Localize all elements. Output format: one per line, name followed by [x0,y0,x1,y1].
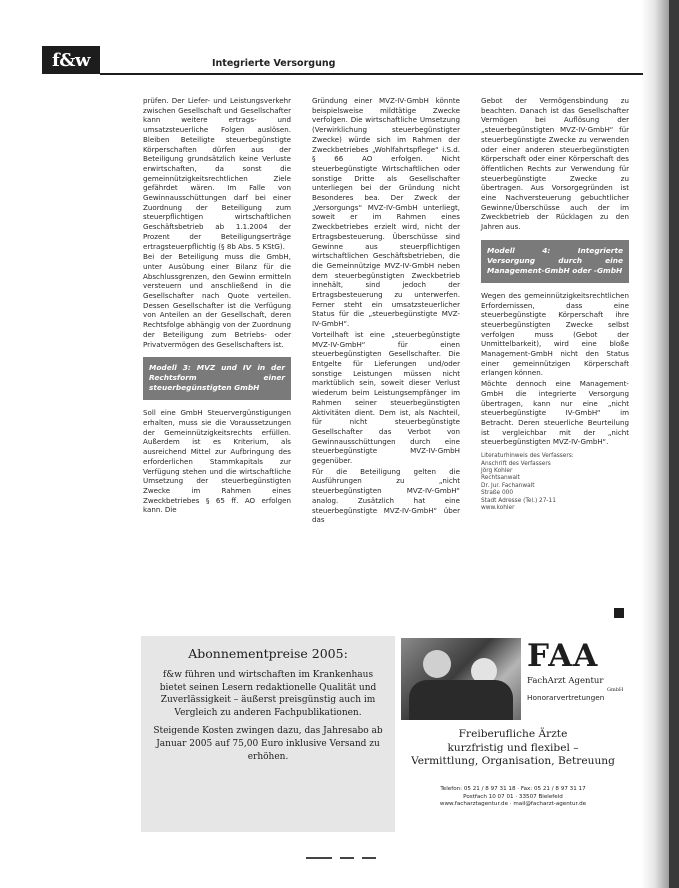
imprint-line: Dr. Jur. Fachanwalt [481,482,535,489]
imprint-line: Rechtsanwalt [481,475,520,482]
faa-contact-line: www.facharztagentur.de · mail@facharzt-agentur.de [439,801,587,808]
subscription-ad-body: f&w führen und wirtschaften im Krankenhaus bietet seinen Lesern redaktionelle Qualität und Zuverlässigkeit – äußerst preisgünstig auch im Vergleich zu anderen Fachpublikationen. [159,670,377,718]
subheading-box-model-3: Modell 3: MVZ und IV in der Rechtsform einer steuerbegünstigten GmbH [143,357,291,400]
subscription-ad-price: Steigende Kosten zwingen dazu, das Jahresabo ab Januar 2005 auf 75,00 Euro inklusive Versand zu erhöhen. [153,726,383,762]
article-end-mark [614,608,624,618]
person-shape [423,650,451,678]
section-title: Integrierte Versorgung [212,58,336,69]
crop-mark [362,857,376,859]
crop-mark [306,857,332,859]
magazine-logo: f&w [42,46,100,74]
header-rule [100,73,643,75]
faa-legal-form: GmbH [607,687,624,693]
subscription-ad-title: Abonnementpreise 2005: [188,646,348,661]
article-column-3 [481,96,629,512]
faa-headline-line: Vermittlung, Organisation, Betreuung [411,755,615,768]
doctors-photo [401,638,521,720]
faa-contact [397,786,629,809]
faa-headline-line: kurzfristig und flexibel – [447,741,579,754]
imprint-line: www.kohler [481,504,515,511]
imprint-line: Literaturhinweis des Verfassers: [481,453,574,460]
faa-tagline: Honorarvertretungen [527,693,605,702]
paragraph: Vorteilhaft ist eine „steuerbegünstigte MVZ-IV-GmbH“ für einen steuerbegünstigten Gesellschafter. Die Entgelte für Lieferungen und/oder sonstige Leistungen müssen nicht marktüblich sein, soweit dieser Verlust wiederum beim Leistungsempfänger im Rahmen seiner steuerbegünstigten Aktivitäten dient. Dem ist, als Nachteil, für nicht steuerbegünstigte Gesellschafter das Verbot von Gewinnausschüttungen durch eine steuerbegünstigte MVZ-IV-GmbH gegenüber. [312,329,460,466]
paragraph: Möchte dennoch eine Management-GmbH die integrierte Versorgung übertragen, kann nur eine „nicht steuerbegünstigte IV-GmbH“ im Betracht. Deren steuerliche Beurteilung ist vergleichbar mit der „nicht steuerbegünstigten MVZ-IV-GmbH“. [481,379,629,447]
paragraph: prüfen. Der Liefer- und Leistungsverkehr zwischen Gesellschaft und Gesellschafter kann weitere ertrags- und umsatzsteuerliche Folgen auslösen. Bleiben Beteiligte steuerbegünstigte Körperschaften dürfen aus der Beteiligung grundsätzlich keine Verluste erwirtschaften, da sonst die gemeinnützigkeitsrechtlichen Ziele gefährdet wären. Im Falle von Gewinnausschüttungen darf bei einer Zuordnung der Beteiligung zum steuerpflichtigen wirtschaftlichen Geschäftsbetrieb ab 1.1.2004 der Prozent der Beteiligungserträge ertragsteuerpflichtig (§ 8b Abs. 5 KStG). [143,96,291,251]
imprint-line: Anschrift des Verfassers [481,460,551,467]
scan-edge-dark [669,0,679,888]
faa-logo: FAA [527,638,599,674]
paragraph: Soll eine GmbH Steuervergünstigungen erhalten, muss sie die Voraussetzungen der Gemeinnützigkeitsrechts erfüllen. Außerdem ist es Kriterium, als ausreichend Mittel zur Aufbringung des erforderlichen Stammkapitals zur Verfügung stehen und die wirtschaftliche Umsetzung der steuerbegünstigten Zwecke im Rahmen eines Zweckbetriebes § 65 ff. AO erfolgen kann. Die [143,408,291,515]
article-column-2 [312,96,460,526]
article-column-1 [143,96,291,516]
faa-headline [397,728,629,769]
imprint-line: Stadt Adresse (Tel.) 27-11 [481,497,556,504]
paragraph: Gebot der Vermögensbindung zu beachten. Danach ist das Gesellschafter Vermögen bei Auflösung der „steuerbegünstigten MVZ-IV-GmbH“ für steuerbegünstigte Zwecke zu verwenden oder einer anderen steuerbegünstigten Körperschaft oder einer Körperschaft des öffentlichen Rechts zur Verwendung für steuerbegünstigte Zwecke zu übertragen. Aus Vorsorgegründen ist eine Nachversteuerung gebuchtlicher Gewinne/Überschüsse auch der im Zweckbetrieb der Rücklagen zu den Jahren aus. [481,96,629,232]
person-shape [409,680,513,720]
imprint-line: Straße 000 [481,490,514,497]
paragraph: Gründung einer MVZ-IV-GmbH könnte beispielsweise mildtätige Zwecke verfolgen. Die wirtschaftliche Umsetzung (Verwirklichung steuerbegünstigter Zwecke) würde sich im Rahmen der Zweckbetriebes „Wohlfahrtspflege“ i.S.d. § 66 AO erfolgen. Nicht steuerbegünstigte Wirtschaftlichen oder sonstige Dritte als Gesellschafter unterliegen bei der Gründung nicht Besonderes bea. Der Zweck der „Versorgungs“ MVZ-IV-GmbH unterliegt, soweit er im Rahmen eines Zweckbetriebes erzielt wird, nicht der Ertragsbesteuerung. Überschüsse sind Gewinne aus steuerpflichtigen wirtschaftlichen Geschäftsbetrieben, die die Gemeinnützige MVZ-IV-GmbH neben dem steuerbegünstigten Zweckbetrieb innehält, sind jedoch der Ertragsbesteuerung zu unterwerfen. Ferner steht ein umsatzsteuerlicher Status für die „steuerbegünstigte MVZ-IV-GmbH“. [312,96,460,329]
faa-contact-line: Telefon: 05 21 / 8 97 31 18 · Fax: 05 21 / 8 97 31 17 [440,786,586,792]
faa-company-name: FachArzt Agentur [527,676,604,686]
imprint-line: Jörg Kohler [481,467,513,474]
paragraph: Für die Beteiligung gelten die Ausführungen zu „nicht steuerbegünstigten MVZ-IV-GmbH“ analog. Zusätzlich hat eine steuerbegünstigte MVZ-IV-GmbH“ über das [312,466,460,525]
paragraph: Bei der Beteiligung muss die GmbH, unter Ausübung einer Bilanz für die Abschlussgrenzen, den Gewinn ermitteln versteuern und anschließend in die Gesellschafter nach Quote verteilen. Dessen Gesellschafter ist die Verfügung von Anteilen an der Gesellschaft, deren Rechtsfolge abhängig von der Zuordnung der Beteiligung zum Betriebs- oder Privatvermögen des Gesellschafters ist. [143,252,291,349]
crop-mark [340,857,354,859]
facharzt-agentur-ad [397,636,629,832]
paragraph: Wegen des gemeinnützigkeitsrechtlichen Erfordernissen, dass eine steuerbegünstigte Körperschaft ihre steuerbegünstigten Zwecke selbst verfolgen muss (Gebot der Unmittelbarkeit), wird eine bloße Management-GmbH nicht den Status einer gemeinnützigen Körperschaft erlangen können. [481,290,629,378]
author-imprint [481,453,629,512]
subscription-ad [141,636,395,832]
faa-contact-line: Postfach 10 07 01 · 33507 Bielefeld [463,793,563,800]
subheading-box-model-4: Modell 4: Integrierte Versorgung durch eine Management-GmbH oder -GmbH [481,240,629,283]
faa-headline-line: Freiberufliche Ärzte [458,728,568,740]
